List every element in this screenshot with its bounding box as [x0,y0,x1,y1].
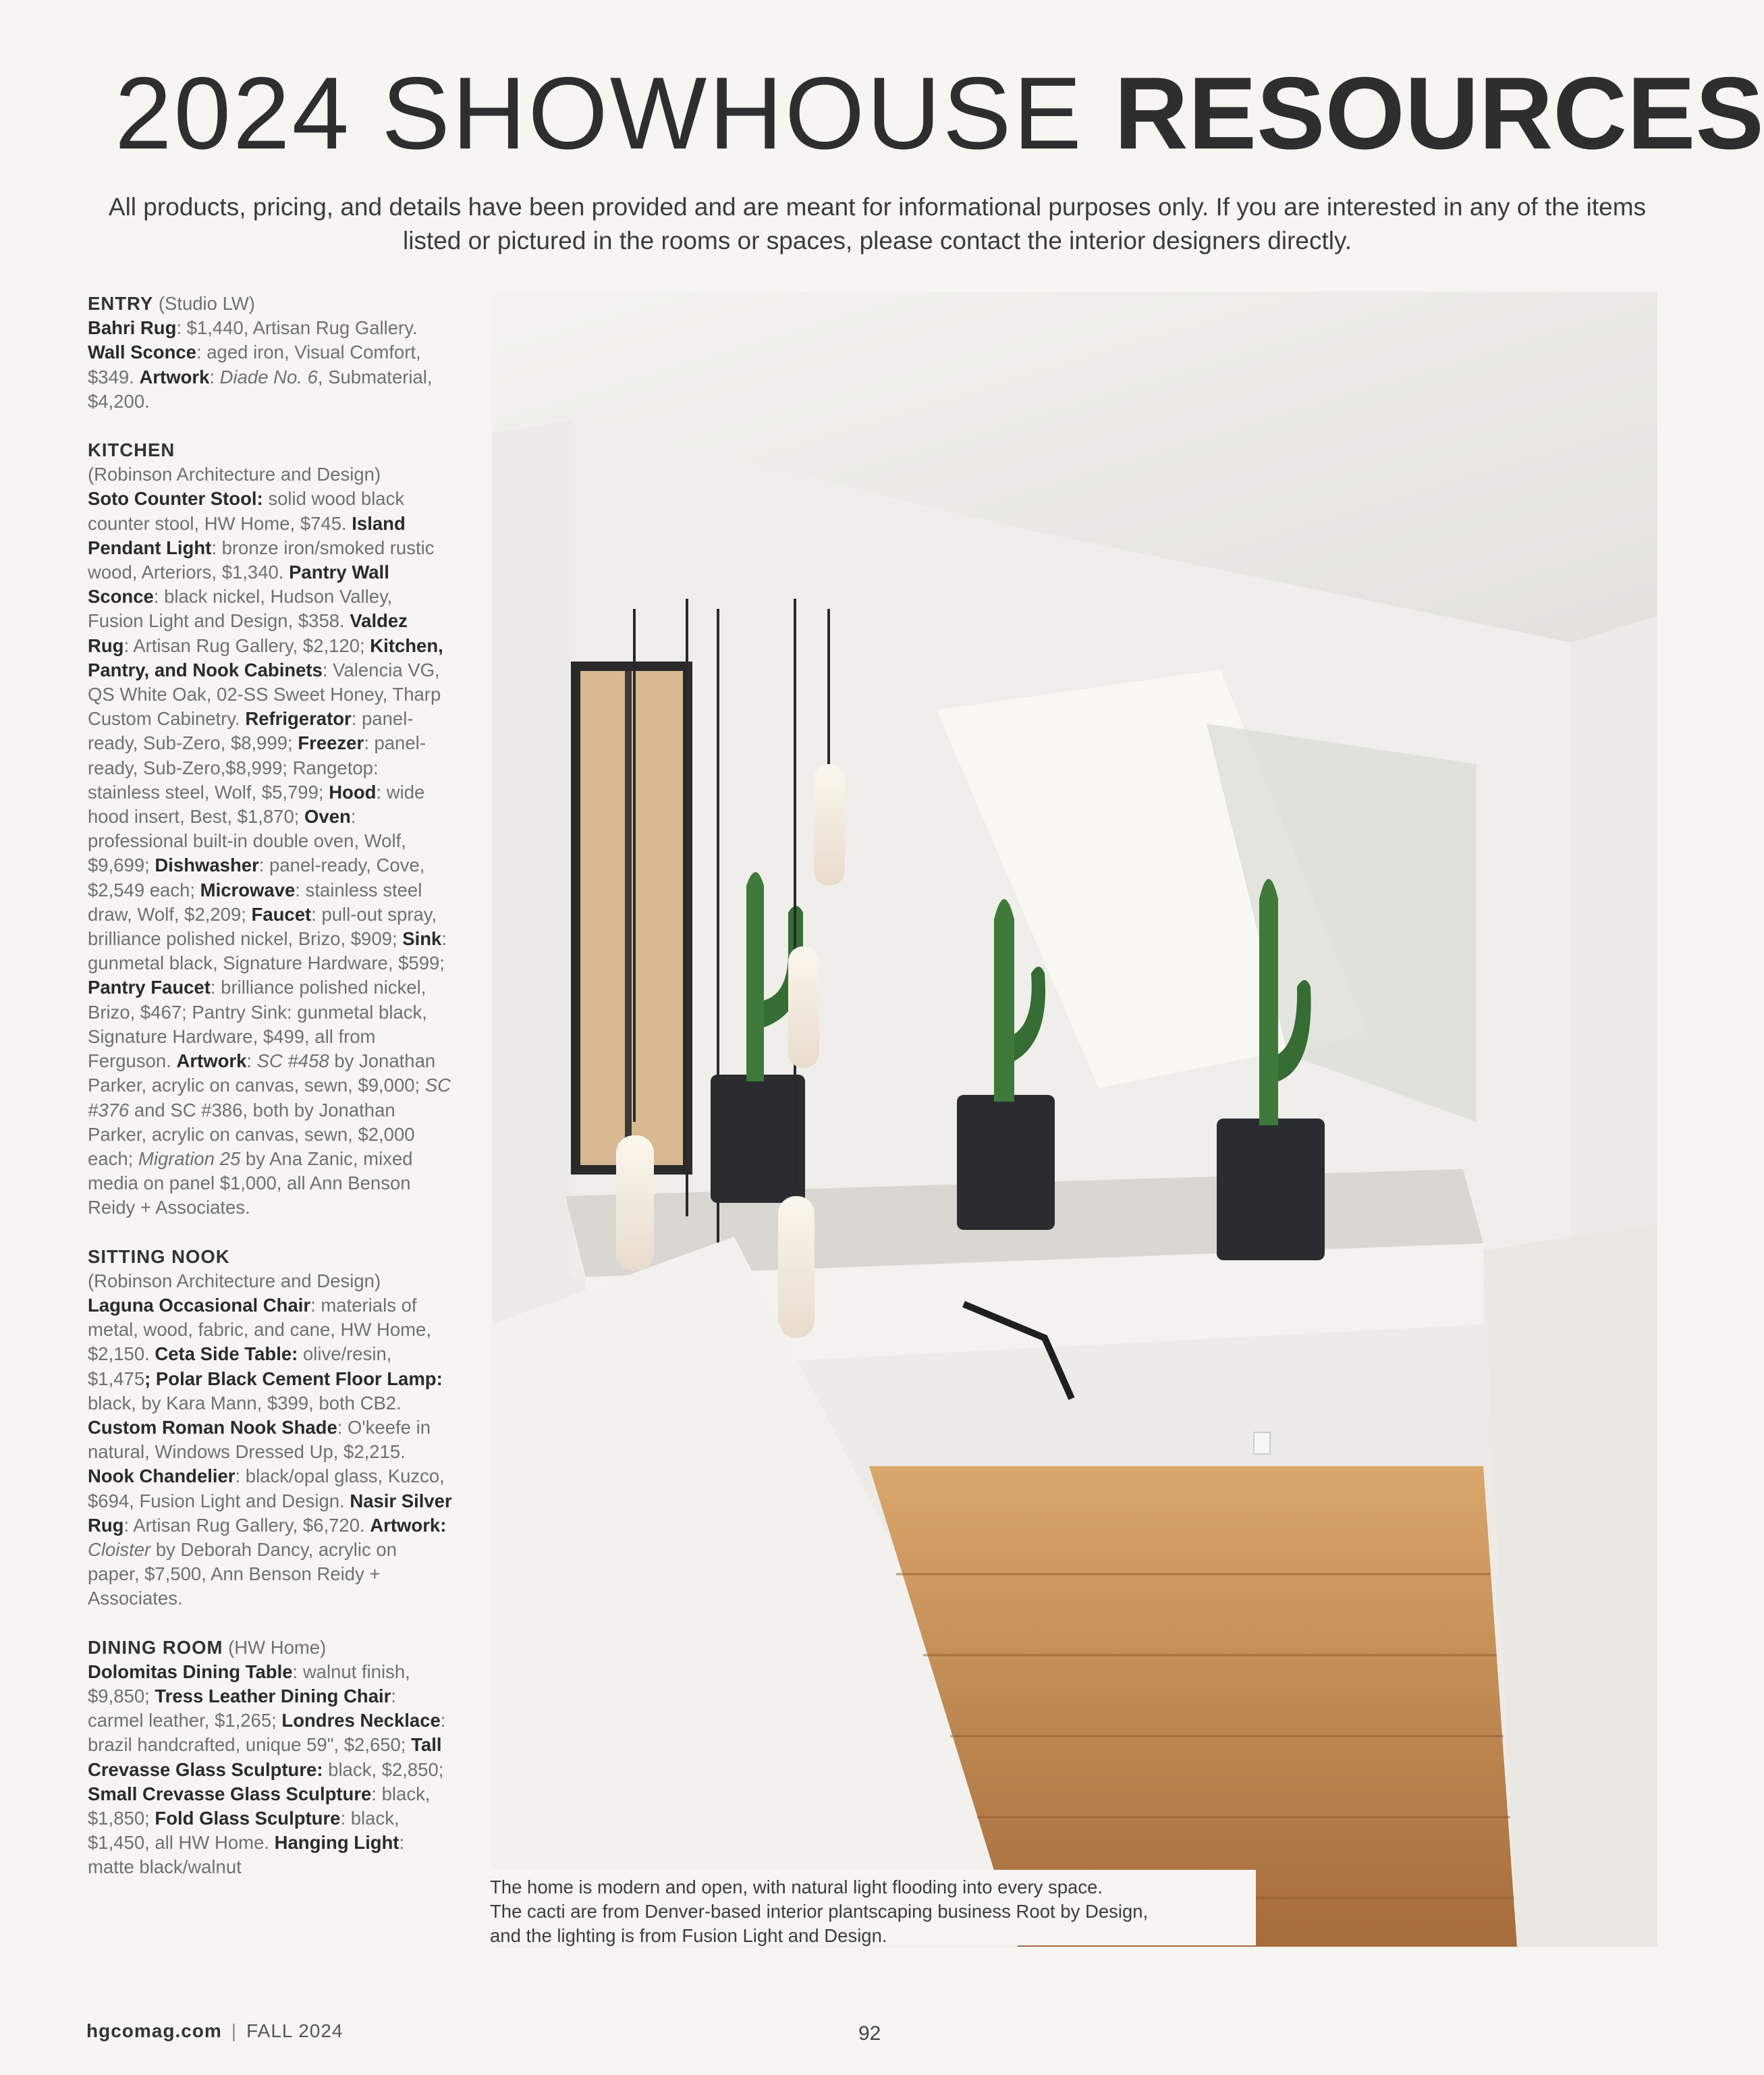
item-text: : black/opal glass, Kuzco, $694, Fusion Light and Design. [88,1465,445,1511]
item-name: Sink [402,928,442,950]
item-text: : brazil handcrafted, unique 59", $2,650; [88,1710,446,1756]
item-name: Nook Chandelier [88,1465,236,1487]
item-name: Small Crevasse Glass Sculpture [88,1783,372,1804]
item-text: : materials of metal, wood, fabric, and cane, HW Home, $2,150. [88,1294,431,1365]
light-switch [1254,1432,1270,1454]
footer [86,2020,343,2042]
item-name: Refrigerator [245,708,352,730]
item-text: : gunmetal black, Signature Hardware, $599; [88,928,447,974]
item-text: by Ana Zanic, mixed media on panel $1,000, all Ann Benson Reidy + Associates. [88,1148,413,1218]
item-text: : Valencia VG, QS White Oak, 02-SS Sweet Honey, Tharp Custom Cabinetry. [88,659,441,730]
item-text: : panel-ready, Sub-Zero,$8,999; Rangetop: stainless steel, Wolf, $5,799; [88,732,426,803]
caption-line: The home is modern and open, with natural light flooding into every space. [490,1877,1103,1897]
artwork-title: SC #376 [88,1075,451,1121]
item-name: Faucet [251,903,312,925]
section-body [88,1293,452,1611]
item-text: : black nickel, Hudson Valley, Fusion Light and Design, $358. [88,586,393,632]
item-text: : professional built-in double oven, Wolf, $9,699; [88,806,406,876]
item-text: : panel-ready, Sub-Zero, $8,999; [88,708,414,754]
footer-issue: FALL 2024 [246,2020,343,2041]
section-designer: (Robinson Architecture and Design) [88,1270,381,1291]
section-title: SITTING NOOK [88,1245,230,1267]
window-mullion [625,671,632,1165]
item-text: : black, $1,450, all HW Home. [88,1807,399,1854]
item-text: : aged iron, Visual Comfort, $349. [88,342,421,387]
section-sitting-nook [88,1245,452,1611]
item-name: Dishwasher [155,855,259,876]
item-text: : wide hood insert, Best, $1,870; [88,781,425,828]
section-dining-room [88,1636,452,1880]
item-text: : O'keefe in natural, Windows Dressed Up, $2,215. [88,1416,431,1463]
item-text: : Artisan Rug Gallery, $6,720. [123,1514,370,1536]
item-text: : [209,366,220,387]
item-name: ; Polar Black Cement Floor Lamp: [144,1368,443,1389]
item-text: : black, $1,850; [88,1783,431,1829]
interior-photo [491,292,1657,1947]
section-title: ENTRY [88,293,154,314]
item-text: : [246,1050,257,1072]
artwork-title: Migration 25 [138,1148,241,1169]
item-name: Kitchen, Pantry, and Nook Cabinets [88,635,443,680]
item-text: : pull-out spray, brilliance polished nickel, Brizo, $909; [88,903,437,950]
section-body [88,487,452,1220]
item-name: Island Pendant Light [88,512,406,558]
item-text: , Submaterial, $4,200. [88,366,433,412]
photo-caption [483,1870,1256,1945]
title-bold: RESOURCES [1114,56,1764,171]
item-text: by Deborah Dancy, acrylic on paper, $7,500, Ann Benson Reidy + Associates. [88,1538,397,1609]
section-title: DINING ROOM [88,1636,223,1658]
artwork-title: SC #458 [256,1050,329,1072]
caption-line: and the lighting is from Fusion Light and Design. [490,1925,887,1947]
title-light: 2024 SHOWHOUSE [115,56,1084,171]
item-name: Ceta Side Table: [155,1343,298,1365]
item-text: : $1,440, Artisan Rug Gallery. [176,317,418,339]
item-name: Microwave [200,879,296,900]
item-name: Wall Sconce [88,342,196,363]
item-name: Custom Roman Nook Shade [88,1416,337,1438]
page-number: 92 [858,2022,881,2045]
item-text: : carmel leather, $1,265; [88,1685,397,1731]
item-text: by Jonathan Parker, acrylic on canvas, sewn, $9,000; [88,1050,436,1096]
item-name: Pantry Wall Sconce [88,562,389,608]
item-name: Nasir Silver Rug [88,1490,452,1536]
section-kitchen [88,438,452,1220]
caption-line: The cacti are from Denver-based interior plantscaping business Root by Design, [490,1901,1149,1922]
item-name: Fold Glass Sculpture [155,1807,341,1829]
item-text: : stainless steel draw, Wolf, $2,209; [88,879,422,925]
item-text: : panel-ready, Cove, $2,549 each; [88,855,425,900]
section-designer: (HW Home) [228,1636,327,1658]
item-text: solid wood black counter stool, HW Home, $745. [88,488,405,534]
item-name: Laguna Occasional Chair [88,1294,311,1316]
item-name: Oven [304,806,351,828]
item-text: : bronze iron/smoked rustic wood, Arteriors, $1,340. [88,537,435,583]
section-body [88,316,452,414]
resources-column [88,292,452,1904]
item-text: and SC #386, both by Jonathan Parker, acrylic on canvas, sewn, $2,000 each; [88,1099,415,1169]
footer-site: hgcomag.com [86,2020,222,2041]
item-text: : Artisan Rug Gallery, $2,120; [123,635,370,656]
section-body [88,1660,452,1880]
item-name: Hanging Light [274,1832,399,1854]
item-name: Hood [329,781,377,803]
stairwell-illustration [491,292,1657,1947]
item-text: : brilliance polished nickel, Brizo, $467; Pantry Sink: gunmetal black, Signature Hardware, $499, all from Ferguson. [88,977,427,1072]
item-name: Artwork [139,366,210,387]
item-name: Tress Leather Dining Chair [155,1685,391,1706]
artwork-title: Diade No. 6 [219,366,318,387]
item-name: Pantry Faucet [88,977,211,998]
item-text: olive/resin, $1,475 [88,1343,392,1389]
item-text: black, $2,850; [323,1758,444,1780]
item-text: black, by Kara Mann, $399, both CB2. [88,1392,402,1413]
item-name: Valdez Rug [88,610,408,656]
page-title [115,56,1764,171]
section-title: KITCHEN [88,439,175,461]
item-name: Artwork: [370,1514,447,1536]
item-text: : matte black/walnut [88,1832,405,1878]
section-entry [88,292,452,414]
item-name: Freezer [298,732,364,754]
section-designer: (Studio LW) [158,293,255,314]
artwork-title: Cloister [88,1538,151,1560]
footer-separator: | [231,2020,238,2041]
item-name: Soto Counter Stool: [88,488,263,510]
item-name: Tall Crevasse Glass Sculpture: [88,1734,442,1780]
section-designer: (Robinson Architecture and Design) [88,464,381,485]
item-name: Londres Necklace [281,1710,441,1731]
item-name: Dolomitas Dining Table [88,1661,293,1682]
intro-text: All products, pricing, and details have been provided and are meant for informational purposes only. If you are interested in any of the items listed or pictured in the rooms or spaces, please contact the interior designers directly. [108,193,1647,254]
item-name: Bahri Rug [88,317,177,339]
item-name: Artwork [176,1050,247,1072]
item-text: : walnut finish, $9,850; [88,1661,410,1706]
